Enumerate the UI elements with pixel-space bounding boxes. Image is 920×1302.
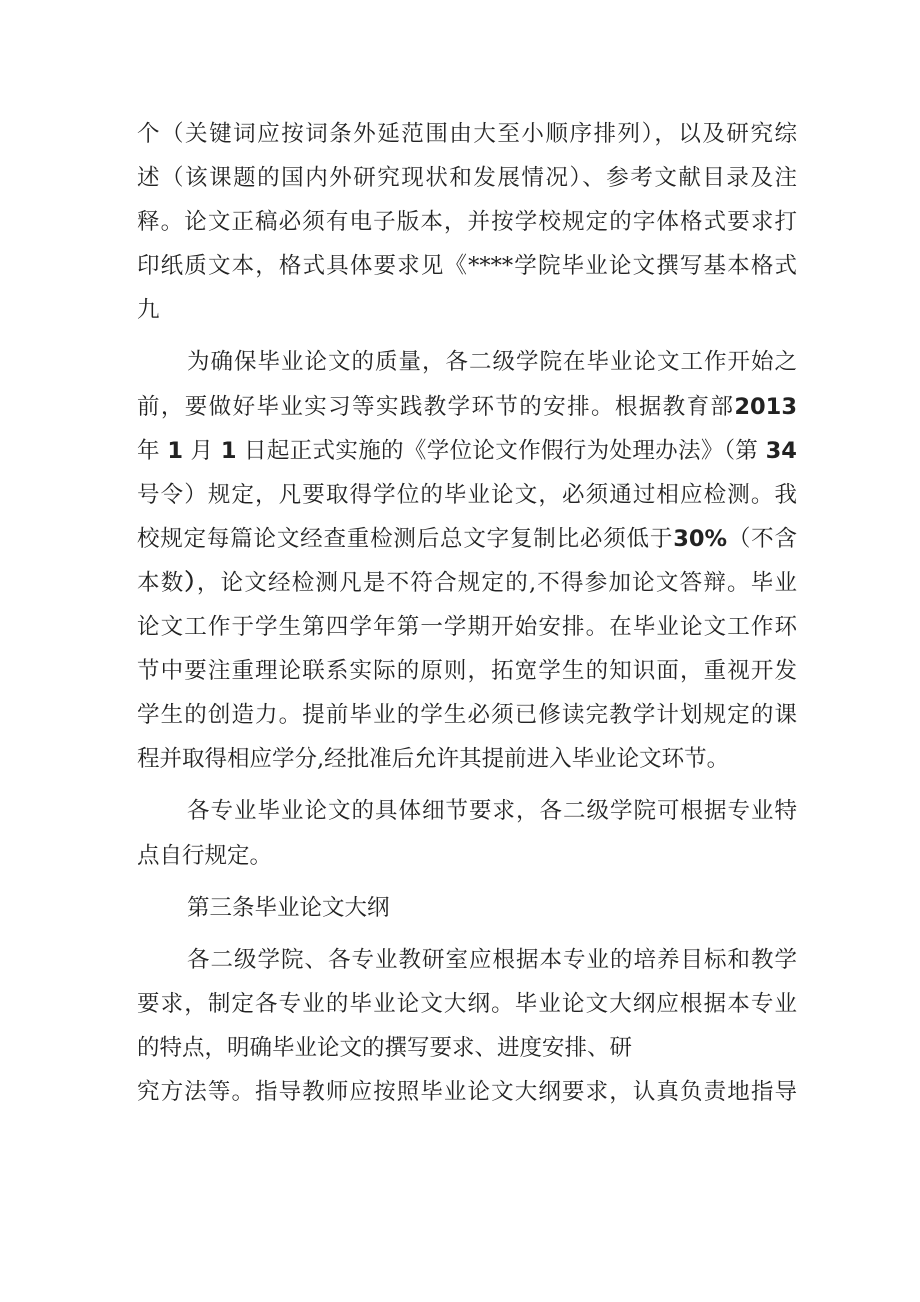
day-number: 1 bbox=[220, 437, 237, 464]
text-line: 究方法等。指导教师应按照毕业论文大纲要求，认真负责地指导 bbox=[137, 1078, 797, 1105]
document-body bbox=[137, 112, 797, 1114]
text-line bbox=[137, 385, 797, 429]
text-fragment: 月 bbox=[190, 437, 214, 464]
text-line: 释。论文正稿必须有电子版本，并按学校规定的字体格式要求打 bbox=[137, 209, 797, 236]
text-line: 号令）规定，凡要取得学位的毕业论文，必须通过相应检测。我 bbox=[137, 481, 797, 508]
text-line: 的特点，明确毕业论文的撰写要求、进度安排、研 bbox=[137, 1034, 633, 1061]
text-line: 程并取得相应学分,经批准后允许其提前进入毕业论文环节。 bbox=[137, 746, 730, 773]
text-line: 论文工作于学生第四学年第一学期开始安排。在毕业论文工作环 bbox=[137, 614, 797, 641]
text-line: 各专业毕业论文的具体细节要求，各二级学院可根据专业特 bbox=[187, 798, 797, 825]
text-line: 印纸质文本，格式具体要求见《****学院毕业论文撰写基本格式 bbox=[137, 253, 797, 280]
text-line bbox=[137, 561, 797, 605]
text-line bbox=[137, 429, 797, 473]
text-fragment: 年 bbox=[137, 437, 160, 464]
text-fragment: 本数 bbox=[137, 569, 185, 596]
section-title: 第三条毕业论文大纲 bbox=[187, 894, 390, 921]
paragraph-keywords-format bbox=[137, 112, 797, 332]
paragraph-outline bbox=[137, 938, 797, 1114]
text-line: 各二级学院、各专业教研室应根据本专业的培养目标和教学 bbox=[187, 946, 797, 973]
order-number: 34 bbox=[765, 437, 797, 464]
text-fragment: 前，要做好毕业实习等实践教学环节的安排。根据教育部 bbox=[137, 393, 735, 420]
year-number: 2013 bbox=[734, 393, 797, 420]
text-fragment: （不含 bbox=[727, 525, 797, 552]
text-line: 点自行规定。 bbox=[137, 842, 273, 869]
text-fragment: 日起正式实施的《学位论文作假行为处理办法》（第 bbox=[244, 437, 759, 464]
article-heading bbox=[137, 886, 797, 930]
ratio-number: 30% bbox=[673, 525, 728, 552]
text-line: 九 bbox=[137, 297, 160, 324]
text-line: 要求，制定各专业的毕业论文大纲。毕业论文大纲应根据本专业 bbox=[137, 990, 797, 1017]
text-line: 为确保毕业论文的质量，各二级学院在毕业论文工作开始之 bbox=[187, 349, 797, 376]
paragraph-detail-requirements bbox=[137, 789, 797, 877]
text-fragment: 校规定每篇论文经查重检测后总文字复制比必须低于 bbox=[137, 525, 674, 552]
close-paren: ） bbox=[184, 569, 197, 596]
text-line: 节中要注重理论联系实际的原则，拓宽学生的知识面，重视开发 bbox=[137, 658, 797, 685]
text-line: 个（关键词应按词条外延范围由大至小顺序排列），以及研究综 bbox=[137, 121, 797, 147]
paragraph-thesis-quality bbox=[137, 340, 797, 781]
text-fragment: ，论文经检测凡是不符合规定的,不得参加论文答辩。毕业 bbox=[196, 569, 797, 596]
text-line: 述（该课题的国内外研究现状和发展情况）、参考文献目录及注 bbox=[137, 165, 797, 192]
text-line: 学生的创造力。提前毕业的学生必须已修读完教学计划规定的课 bbox=[137, 702, 797, 729]
text-line bbox=[137, 517, 797, 561]
month-number: 1 bbox=[167, 437, 183, 464]
